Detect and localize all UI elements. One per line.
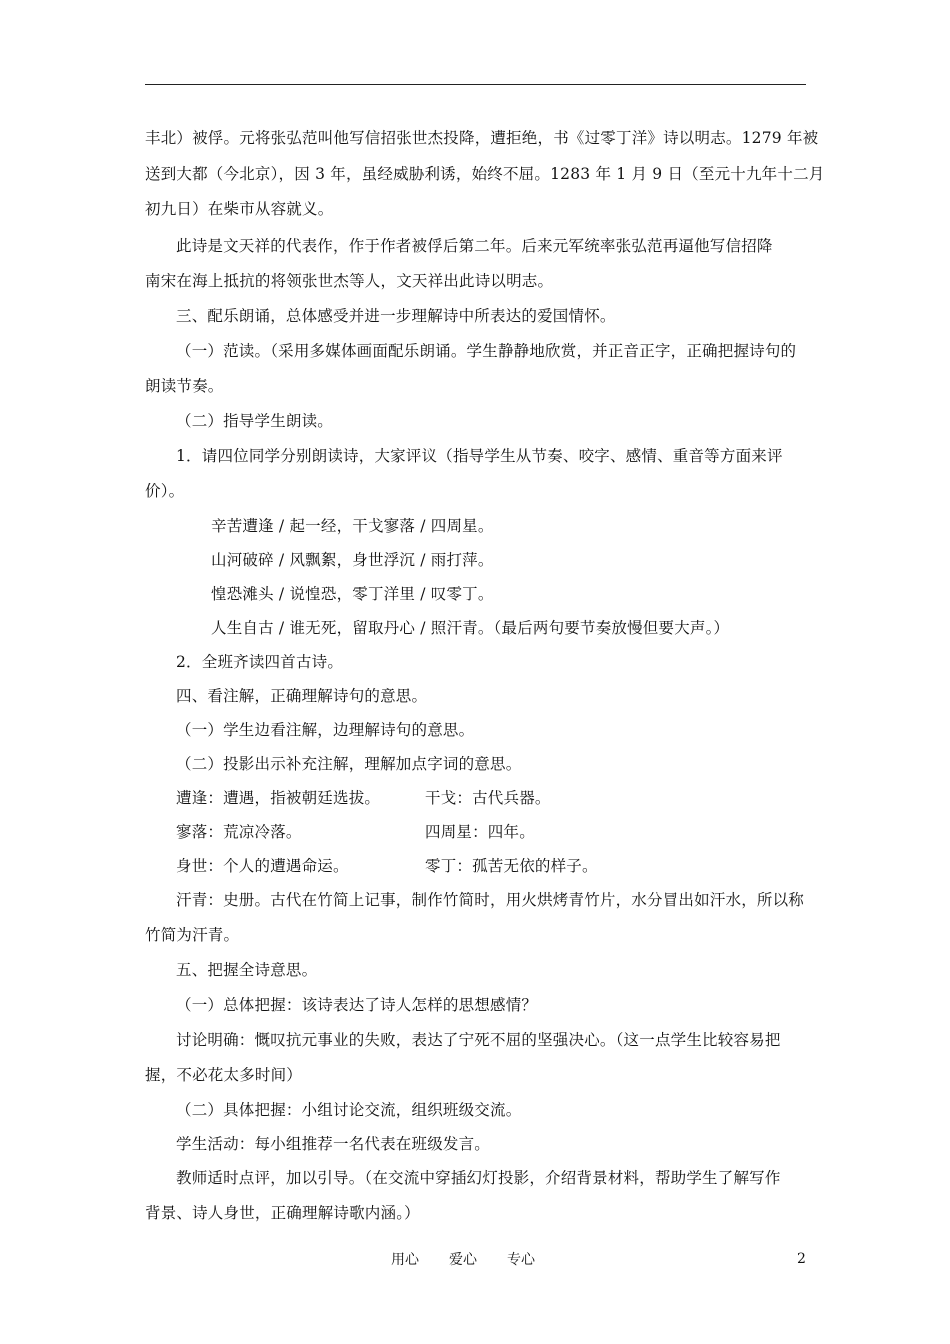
text-line: 朗读节奏。: [145, 377, 224, 395]
text-line: 讨论明确：慨叹抗元事业的失败，表达了宁死不屈的坚强决心。（这一点学生比较容易把: [176, 1031, 781, 1049]
text-line: 背景、诗人身世，正确理解诗歌内涵。）: [145, 1204, 420, 1222]
poem-line: 人生自古 / 谁无死，留取丹心 / 照汗青。（最后两句要节奏放慢但要大声。）: [211, 619, 730, 637]
text-line: （一）范读。（采用多媒体画面配乐朗诵。学生静静地欣赏，并正音正字，正确把握诗句的: [176, 342, 797, 360]
footer-text: 专心: [507, 1252, 535, 1268]
note-left: 寥落：荒凉冷落。: [176, 823, 302, 841]
footer-text: 爱心: [449, 1252, 477, 1268]
page-number: 2: [797, 1251, 806, 1267]
text-line: 此诗是文天祥的代表作，作于作者被俘后第二年。后来元军统率张弘范再逼他写信招降: [176, 237, 773, 255]
note-row: [176, 856, 839, 876]
text-line: （二）投影出示补充注解，理解加点字词的意思。: [176, 755, 522, 773]
section-heading: 三、配乐朗诵，总体感受并进一步理解诗中所表达的爱国情怀。: [176, 307, 616, 325]
note-left: 身世：个人的遭遇命运。: [176, 857, 349, 875]
poem-line: 山河破碎 / 风飘絮，身世浮沉 / 雨打萍。: [211, 551, 494, 569]
subheading: （二）指导学生朗读。: [176, 412, 334, 430]
text-line: 1．请四位同学分别朗读诗，大家评议（指导学生从节奏、咬字、感情、重音等方面来评: [176, 447, 783, 465]
text-line: 学生活动：每小组推荐一名代表在班级发言。: [176, 1135, 491, 1153]
note-right: 干戈：古代兵器。: [425, 789, 551, 807]
poem-line: 惶恐滩头 / 说惶恐，零丁洋里 / 叹零丁。: [211, 585, 494, 603]
text-line: 丰北）被俘。元将张弘范叫他写信招张世杰投降，遭拒绝，书《过零丁洋》诗以明志。1279 年被: [145, 129, 819, 147]
footer-text: 用心: [391, 1252, 419, 1268]
section-heading: 四、看注解，正确理解诗句的意思。: [176, 687, 428, 705]
note-right: 零丁：孤苦无依的样子。: [425, 857, 598, 875]
text-line: （一）学生边看注解，边理解诗句的意思。: [176, 721, 475, 739]
section-heading: 五、把握全诗意思。: [176, 961, 318, 979]
text-line: 竹简为汗青。: [145, 926, 240, 944]
text-line: 汗青：史册。古代在竹简上记事，制作竹简时，用火烘烤青竹片，水分冒出如汗水，所以称: [176, 891, 805, 909]
poem-line: 辛苦遭逢 / 起一经，干戈寥落 / 四周星。: [211, 517, 494, 535]
text-line: 教师适时点评，加以引导。（在交流中穿插幻灯投影，介绍背景材料，帮助学生了解写作: [176, 1169, 781, 1187]
text-line: （一）总体把握：该诗表达了诗人怎样的思想感情？: [176, 996, 538, 1014]
text-line: 南宋在海上抵抗的将领张世杰等人，文天祥出此诗以明志。: [145, 272, 554, 290]
text-line: 握，不必花太多时间）: [145, 1066, 303, 1084]
header-rule: [145, 84, 806, 85]
text-line: （二）具体把握：小组讨论交流，组织班级交流。: [176, 1101, 522, 1119]
text-line: 送到大都（今北京），因 3 年，虽经威胁利诱，始终不屈。1283 年 1 月 9 日（至元十九年十二月: [145, 165, 825, 183]
text-line: 价）。: [145, 482, 185, 500]
text-line: 初九日）在柴市从容就义。: [145, 200, 334, 218]
note-row: [176, 788, 839, 808]
note-left: 遭逢：遭遇，指被朝廷选拔。: [176, 789, 381, 807]
text-line: 2．全班齐读四首古诗。: [176, 653, 344, 671]
note-right: 四周星：四年。: [425, 823, 535, 841]
note-row: [176, 822, 839, 842]
